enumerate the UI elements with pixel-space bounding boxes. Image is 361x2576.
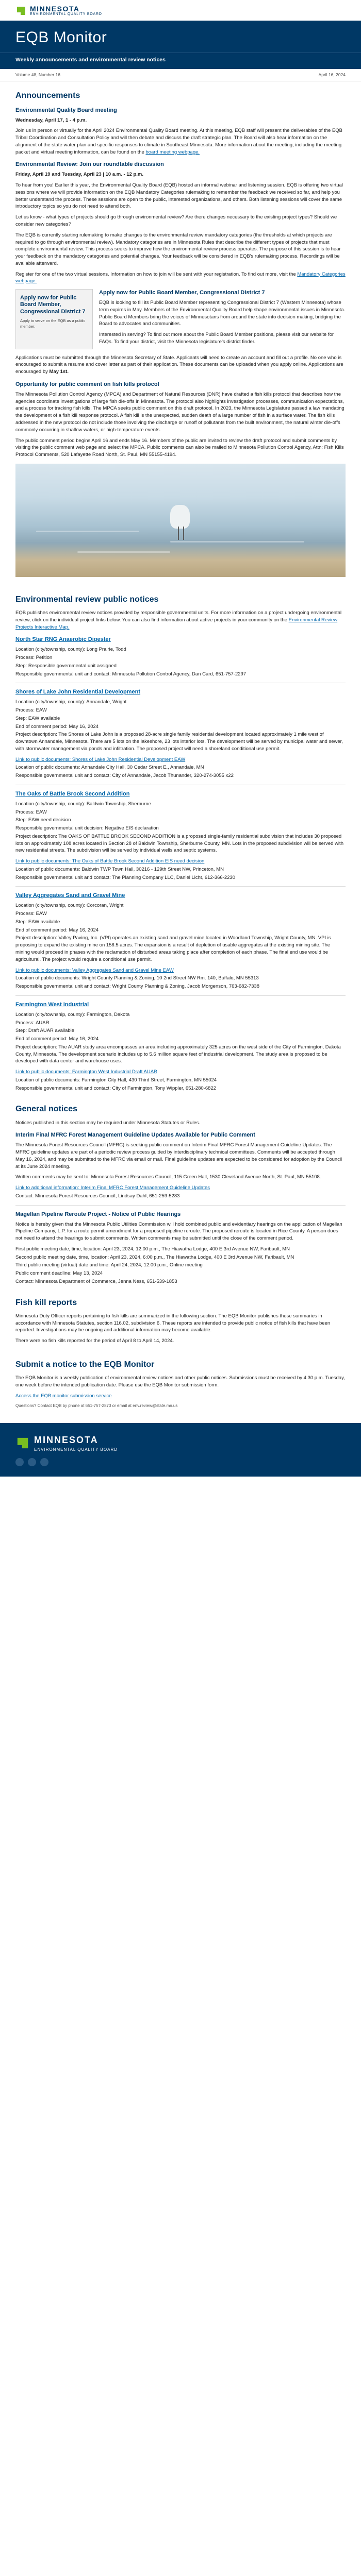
general-notice-item: Interim Final MFRC Forest Management Guideline Updates Available for Public Comment The Minnesota Forest Resources Council (MFRC) is seeking public comment on Interim Final MFRC Forest Management Guideline Updates. The MFRC guideline updates are part of a periodic review process guided by interdisciplinary technical committees. Comments will be accepted through May 16, 2024, and may be submitted to the MFRC via email or mail. Final guideline updates are expected to be considered for adoption by the Council at its June 2024 meeting. Written comments may be sent to: Minnesota Forest Resources Council, 115 Green Hall, 1530 Cleveland Avenue North, St. Paul, MN 55108. Link to additional information: Interim Final MFRC Forest Management Guideline Updates Contact: Minnesota Forest Resources Council, Lindsay Dahl, 651-259-5283 [15, 1131, 346, 1199]
notice-title[interactable]: Valley Aggregates Sand and Gravel Mine [15, 892, 125, 899]
public-documents-link[interactable]: Link to public documents: The Oaks of Battle Brook Second Addition EIS need decision [15, 858, 205, 865]
board-member-body-3: Applications must be submitted through the Minnesota Secretary of State. Applicants will need to create an account and fill out a profile. No one who is encouraged to submit a resume and cover letter as part of their application. These documents can be uploaded when you apply online. Applications are encouraged by May 1st. [15, 354, 343, 375]
card-body: Apply to serve on the EQB as a public member. [20, 318, 86, 329]
review-body-1: To hear from you! Earlier this year, the Environmental Quality Board (EQB) hosted an informal webinar and listening session. EQB is offering two virtual sessions where we will provide information on the EQB Mandatory Categories rulemaking to remember the feedback we received so far, and help you better understand the process. These sessions are open to the public, interested organizations, and others. Both listening sessions will cover the same introductory topics so you do not need to attend both. [15, 182, 343, 210]
review-when: Friday, April 19 and Tuesday, April 23 | 10 a.m. - 12 p.m. [15, 172, 143, 178]
review-body-4: Register for one of the two virtual sessions. Information on how to join will be sent with your registration. To find out more, visit the Mandatory Categories webpage. [15, 271, 346, 284]
review-title: Environmental Review: Join our roundtable discussion [15, 161, 164, 168]
divider [15, 1205, 346, 1206]
issue-volume: Volume 48, Number 16 [15, 72, 60, 78]
public-documents-link[interactable]: Link to public documents: Shores of Lake John Residential Development EAW [15, 756, 186, 762]
notice-title[interactable]: Farmington West Industrial [15, 1001, 89, 1008]
facebook-icon[interactable] [15, 1458, 24, 1466]
divider [15, 995, 346, 996]
newsletter-title: EQB Monitor [15, 29, 107, 46]
notice-item: Valley Aggregates Sand and Gravel Mine Location (city/township, county): Corcoran, Wright Process: EAW Step: EAW available End of comment period: May 16, 2024 Project description: Valley Paving, Inc. (VPI) operates an existing sand and gravel mine located in Woodland Township, Wright County, MN. VPI is proposing to expand the existing mine on 158.5 acres. The expansion is a result of depletion of usable aggregates at the existing mining site. The mining would proceed in phases with the reclamation of disturbed areas taking place after completion of each phase. The final end use would be agricultural. The project would require a conditional use permit. Link to public documents: Valley Aggregates Sand and Gravel Mine EAW Location of public documents: Wright County Planning & Zoning, 10 2nd Street NW Rm. 140, Buffalo, MN 55313 Responsible governmental unit and contact: Wright County Planning & Zoning, Jacob Morgenson, 763-682-7338 [15, 892, 346, 990]
fish-kill-section: Fish kill reports Minnesota Duty Officer reports pertaining to fish kills are summarized in the following section. The EQB Monitor publishes these summaries in accordance with Minnesota Statutes, section 116.02, subdivision 6. These reports are intended to provide public notice of fish kills that have been reported. Investigations may be ongoing and additional information may become available. There were no fish kills reported for the period of April 8 to April 14, 2024. [0, 1289, 361, 1350]
callout-text [99, 289, 346, 349]
board-member-body-1: EQB is looking to fill its Public Board Member representing Congressional District 7 (Western Minnesota) whose term expires in May. Members of the Environmental Quality Board help shape environmental issues in Minnesota. Public Board Members bring the voices of Minnesotans from around the state into decision making, bridging the Board to advocates and communities. [99, 300, 346, 327]
notice-item: North Star RNG Anaerobic Digester Location (city/township, county): Long Prairie, Todd Process: Petition Step: Responsible governmental unit assigned Responsible governmental unit and contact: Minnesota Pollution Control Agency, Dan Card, 651-757-2297 [15, 636, 346, 677]
brand[interactable] [15, 5, 346, 16]
notice-item: Farmington West Industrial Location (city/township, county): Farmington, Dakota Process: AUAR Step: Draft AUAR available End of comment period: May 16, 2024 Project description: The AUAR study area encompasses an area including approximately 325 acres on the west side of the City of Farmington, Dakota County, Minnesota. The development scenario includes up to 5.6 million square feet of industrial development. The study area is proposed to be developed with data center and warehouse uses. Link to public documents: Farmington West Industrial Draft AUAR Location of public documents: Farmington City Hall, 430 Third Street, Farmington, MN 55024 Responsible governmental unit and contact: City of Farmington, Tony Wippler, 651-280-6822 [15, 1001, 346, 1092]
divider [15, 886, 346, 887]
notice-item: The Oaks of Battle Brook Second Addition Location (city/township, county): Baldwin Township, Sherburne Process: EAW Step: EAW need decision Responsible governmental unit decision: Negative EIS declaration Project description: The OAKS OF BATTLE BROOK SECOND ADDITION is a proposed single-family residential subdivision that includes 30 proposed lots on approximately 108 acres located in Section 28 of Baldwin Township, Sherburne County, MN. Lots in the proposed subdivision will be served with new residential streets. The subdivision will be served by individual wells and septic systems. Link to public documents: The Oaks of Battle Brook Second Addition EIS need decision Location of public documents: Baldwin TWP Town Hall, 30216 - 129th Street NW, Princeton, MN Responsible governmental unit and contact: The Planning Company LLC, Daniel Licht, 612-366-2230 [15, 790, 346, 882]
card-title: Apply now for Public Board Member, Congressional District 7 [20, 295, 86, 315]
twitter-icon[interactable] [28, 1458, 36, 1466]
newsletter-tagline: Weekly announcements and environmental review notices [0, 53, 361, 69]
brand-name: MINNESOTA [30, 5, 80, 13]
board-member-card[interactable] [15, 289, 93, 349]
brand-subtitle: ENVIRONMENTAL QUALITY BOARD [30, 12, 102, 16]
mandatory-categories-link[interactable]: Mandatory Categories webpage. [15, 271, 346, 284]
notice-item: Shores of Lake John Residential Development Location (city/township, county): Annandale, Wright Process: EAW Step: EAW available End of comment period: May 16, 2024 Project description: The Shores of Lake John is a proposed 28-acre single family residential development located approximately 1 mile west of downtown Annandale, Minnesota. There are 5 lots on the lakeshore, 23 lots interior lots. The development will be served by municipal water and sewer, with stormwater management via ponds and infiltration. The proposed project will need a shoreland conditional use permit. Link to public documents: Shores of Lake John Residential Development EAW Location of public documents: Annandale City Hall, 30 Cedar Street E., Annandale, MN Responsible governmental unit and contact: City of Annandale, Jacob Thunander, 320-274-3055 x22 [15, 688, 346, 779]
notices-intro: EQB publishes environmental review notices provided by responsible governmental units. For more information on a project undergoing environmental review, click on the individual project links below. You can also find information about active projects in your community on the Environmental Review Projects Interactive Map. [15, 609, 342, 630]
footer [0, 1423, 361, 1477]
notices-heading: Environmental review public notices [15, 595, 159, 604]
general-heading: General notices [15, 1105, 78, 1114]
notice-title[interactable]: North Star RNG Anaerobic Digester [15, 636, 111, 643]
issue-meta [0, 69, 361, 81]
public-documents-link[interactable]: Link to public documents: Farmington West Industrial Draft AUAR [15, 1069, 157, 1075]
general-intro: Notices published in this section may be required under Minnesota Statutes or Rules. [15, 1120, 201, 1126]
footer-subtitle: ENVIRONMENTAL QUALITY BOARD [34, 1447, 118, 1452]
board-member-body-2: Interested in serving? To find out more about the Public Board Member positions, please visit our website for FAQs. To find your district, visit the Minnesota legislature's district finder. [99, 332, 334, 345]
linkedin-icon[interactable] [40, 1458, 48, 1466]
hero-banner [0, 21, 361, 53]
submit-section: Submit a notice to the EQB Monitor The EQB Monitor is a weekly publication of environmental review notices and other public notices. Submissions must be received by 4:30 p.m. Tuesday, one week before the intended publication date. Please use the EQB Monitor submission form. Access the EQB monitor submission service Questions? Contact EQB by phone at 651-757-2873 or email at env.review@state.mn.us [0, 1350, 361, 1415]
announcements-section [0, 81, 361, 585]
general-notices-section [0, 1095, 361, 1288]
heron-photo [15, 464, 346, 577]
brand-bar [0, 0, 361, 21]
submit-heading: Submit a notice to the EQB Monitor [15, 1360, 155, 1369]
board-member-title: Apply now for Public Board Member, Congressional District 7 [99, 290, 265, 296]
footer-name: MINNESOTA [34, 1435, 99, 1446]
meeting-link[interactable]: board meeting webpage. [145, 149, 200, 155]
announcements-heading: Announcements [15, 91, 80, 100]
social-links [15, 1458, 346, 1466]
notice-title[interactable]: The Oaks of Battle Brook Second Addition [15, 790, 130, 797]
deadline: May 1st. [49, 369, 69, 375]
minnesota-logo-icon [15, 5, 27, 16]
meeting-body: Join us in person or virtually for the April 2024 Environmental Quality Board meeting. At this meeting, EQB staff will present the deliverables of the EQB Tribal Coordination and Consultation Policy and will then debate and discuss the draft strategic plan. The Board will also hear information on the alignment of the state water plan and specific responses to climate in Southeast Minnesota. More information about the meeting, including the meeting packet and virtual meeting information, can be found on the board meeting webpage. [15, 128, 343, 155]
notices-section [0, 585, 361, 1095]
footer-brand[interactable] [15, 1433, 346, 1453]
notice-title[interactable]: Shores of Lake John Residential Development [15, 689, 141, 696]
additional-info-link[interactable]: Link to additional information: Interim Final MFRC Forest Management Guideline Updates [15, 1185, 210, 1191]
minnesota-logo-icon [15, 1436, 30, 1450]
fish-protocol-body-1: The Minnesota Pollution Control Agency (MPCA) and Department of Natural Resources (DNR) have drafted a fish kills protocol that describes how the agencies coordinate investigations of large fish die-offs in Minnesota. The protocol also highlights investigation processes, communication expectations, and a process for tracking fish kills. The MPCA seeks public comment on this draft protocol. In 2023, the Minnesota Legislature passed a law mandating the development of a fish kill response protocol. A fish kill is the unexpected, sudden death of a large number of fish in a surface water. The fish kills addressed in the new protocol do not include those involving the discharge or runoff of pollutants from the built environment, the natural winter die-offs commonly occurring in shallow waters, or high-temperature events. [15, 391, 344, 433]
review-body-3: The EQB is currently starting rulemaking to make changes to the environmental review mandatory categories (the thresholds at which projects are required to go through environmental review). Mandatory categories are in Minnesota Rules that describe the different types of projects that must complete environmental review. This process seeks to improve how the environmental review process operates. The purpose of this session is to hear your feedback on the mandatory categories and potential changes. Your feedback will be considered in EQB's rulemaking process. Recordings will be available afterward. [15, 232, 341, 266]
review-body-2: Let us know - what types of projects should go through environmental review? Are there changes necessary to the existing project types? Should we consider new categories? [15, 214, 337, 228]
public-documents-link[interactable]: Link to public documents: Valley Aggregates Sand and Gravel Mine EAW [15, 967, 174, 973]
meeting-title: Environmental Quality Board meeting [15, 107, 117, 113]
meeting-when: Wednesday, April 17, 1 - 4 p.m. [15, 117, 87, 123]
issue-date: April 16, 2024 [318, 72, 346, 78]
fish-protocol-body-2: The public comment period begins April 16 and ends May 16. Members of the public are invited to review the draft protocol and submit comments by visiting the public comment web page and select the MPCA. Public comments can also be mailed to Minnesota Pollution Control Agency, Attn: Fish Kills Protocol Comments, 520 Lafayette Road North, St. Paul, MN 55155-4194. [15, 437, 344, 458]
general-notice-title: Interim Final MFRC Forest Management Guideline Updates Available for Public Comment [15, 1132, 255, 1139]
general-notice-item: Magellan Pipeline Reroute Project - Notice of Public Hearings Notice is hereby given that the Minnesota Public Utilities Commission will hold combined public and evidentiary hearings on the application of Magellan Pipeline Company, L.P. for a route permit amendment for a proposed pipeline reroute. The proposed reroute is located in Rice County. A person does not need to attend the hearings to submit comments. Written comments may be submitted until the close of the comment period. First public meeting date, time, location: April 23, 2024, 12:00 p.m., The Hiawatha Lodge, 400 E 3rd Avenue NW, Faribault, MN Second public meeting date, time, location: April 23, 2024, 6:00 p.m., The Hiawatha Lodge, 400 E 3rd Avenue NW, Faribault, MN Third public meeting (virtual) date and time: April 24, 2024, 12:00 p.m., Online meeting Public comment deadline: May 13, 2024 Contact: Minnesota Department of Commerce, Jenna Ness, 651-539-1853 [15, 1211, 346, 1285]
general-notice-title: Magellan Pipeline Reroute Project - Notice of Public Hearings [15, 1211, 181, 1217]
fish-kill-heading: Fish kill reports [15, 1298, 77, 1307]
projects-map-link[interactable]: Environmental Review Projects Interactive Map. [15, 617, 338, 630]
fish-protocol-title: Opportunity for public comment on fish kills protocol [15, 381, 159, 387]
submission-service-link[interactable]: Access the EQB monitor submission service [15, 1393, 112, 1399]
board-member-callout [15, 289, 346, 349]
